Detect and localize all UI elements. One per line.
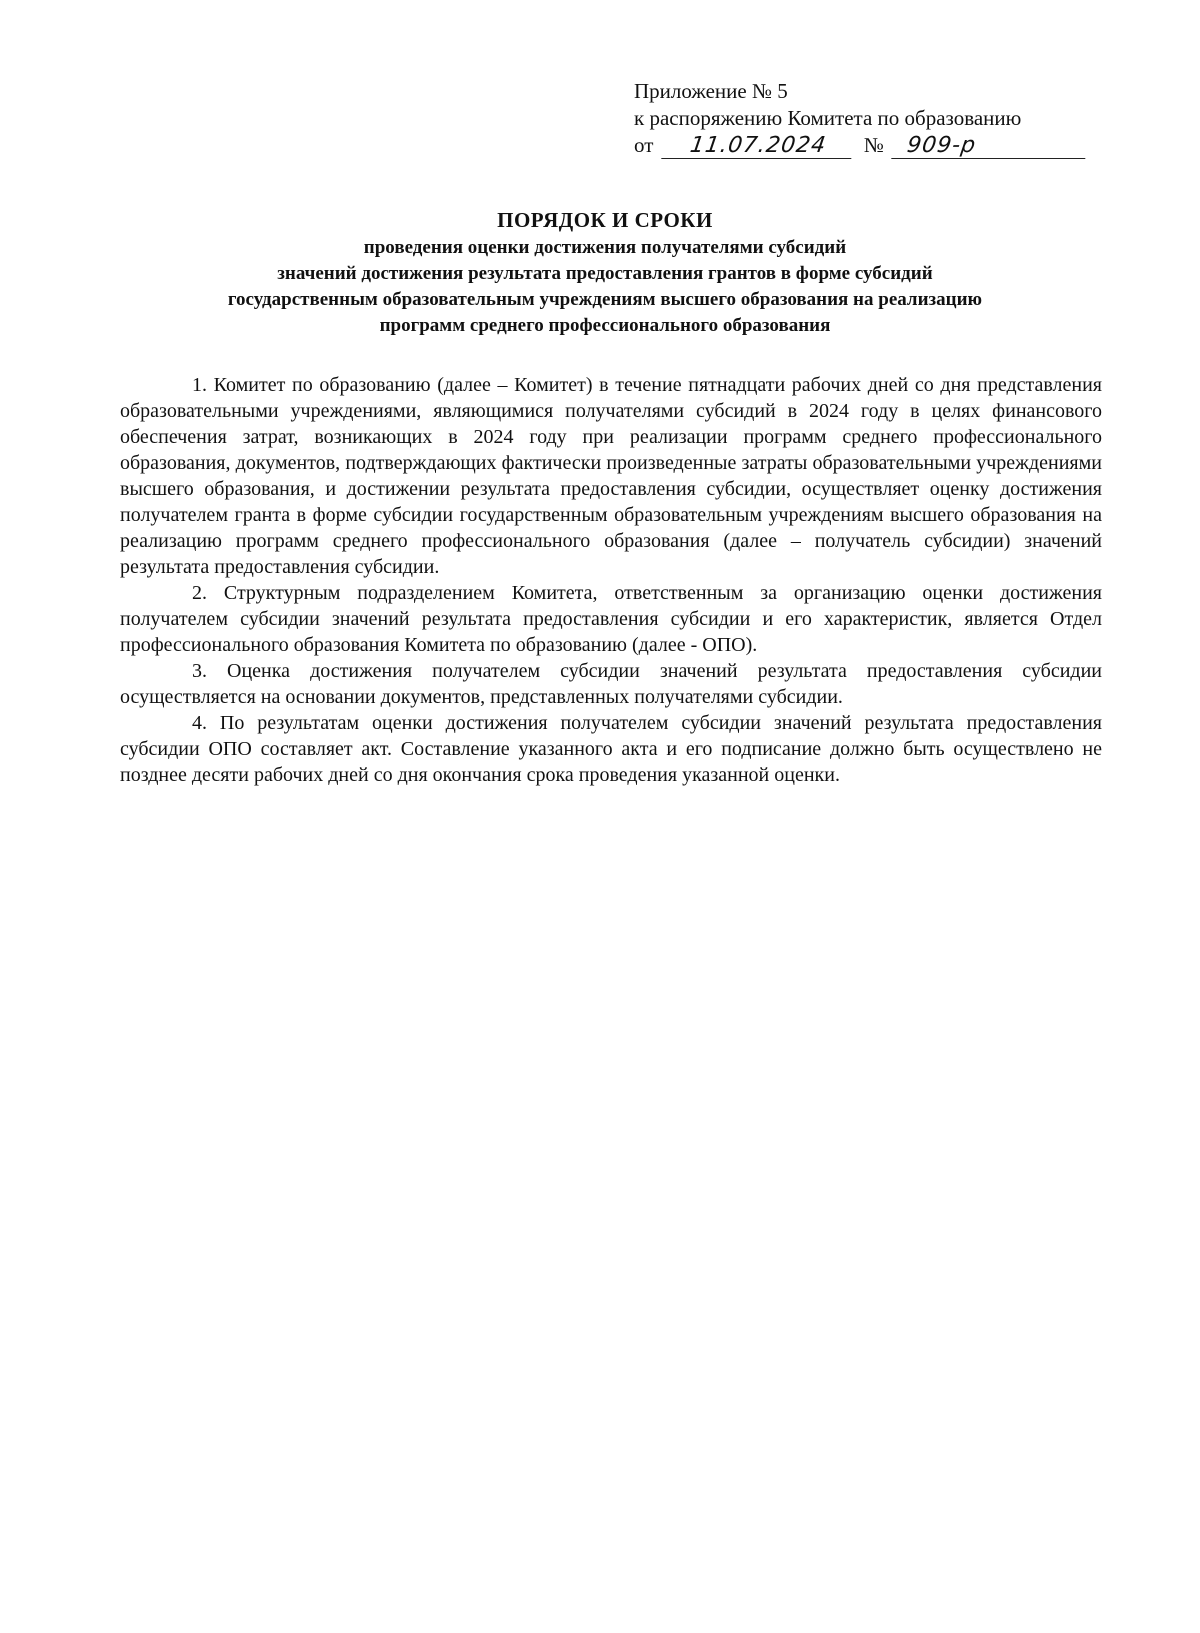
document-title: ПОРЯДОК И СРОКИ (497, 208, 713, 232)
document-subtitle-line: значений достижения результата предоставления грантов в форме субсидий (277, 263, 933, 284)
order-date-handwritten: 11.07.2024 (661, 134, 855, 159)
order-date-number-line (634, 132, 1104, 159)
document-subtitle-line: государственным образовательным учреждениям высшего образования на реализацию (227, 289, 983, 310)
document-subtitle-line: проведения оценки достижения получателями субсидий (363, 237, 847, 258)
appendix-number: Приложение № 5 (634, 79, 788, 103)
paragraph-2: 2. Структурным подразделением Комитета, ответственным за организацию оценки достижения получателем субсидии значений результата предоставления субсидии и его характеристик, является Отдел профессионального образования Комитета по образованию (далее - ОПО). (120, 582, 1102, 656)
document-subtitle-line: программ среднего профессионального образования (379, 315, 831, 336)
document-body (120, 372, 1102, 788)
appendix-block (634, 78, 1104, 159)
order-number-handwritten: 909-р (891, 134, 1089, 159)
paragraph-4: 4. По результатам оценки достижения получателем субсидии значений результата предоставления субсидии ОПО составляет акт. Составление указанного акта и его подписание должно быть осуществлено не позднее десяти рабочих дней со дня окончания срока проведения указанной оценки. (120, 712, 1102, 786)
document-heading (110, 205, 1100, 339)
appendix-reference: к распоряжению Комитета по образованию (634, 106, 1022, 130)
from-label: от (634, 133, 654, 157)
paragraph-1: 1. Комитет по образованию (далее – Комитет) в течение пятнадцати рабочих дней со дня представления образовательными учреждениями, являющимися получателями субсидий в 2024 году в целях финансового обеспечения затрат, возникающих в 2024 году при реализации программ среднего профессионального образования, документов, подтверждающих фактически произведенные затраты образовательными учреждениями высшего образования, и достижении результата предоставления субсидии, осуществляет оценку достижения получателем гранта в форме субсидии государственным образовательным учреждениям высшего образования на реализацию программ среднего профессионального образования (далее – получатель субсидии) значений результата предоставления субсидии. (120, 374, 1102, 578)
paragraph-3: 3. Оценка достижения получателем субсидии значений результата предоставления субсидии осуществляется на основании документов, представленных получателями субсидии. (120, 660, 1102, 708)
number-label: № (863, 133, 884, 157)
